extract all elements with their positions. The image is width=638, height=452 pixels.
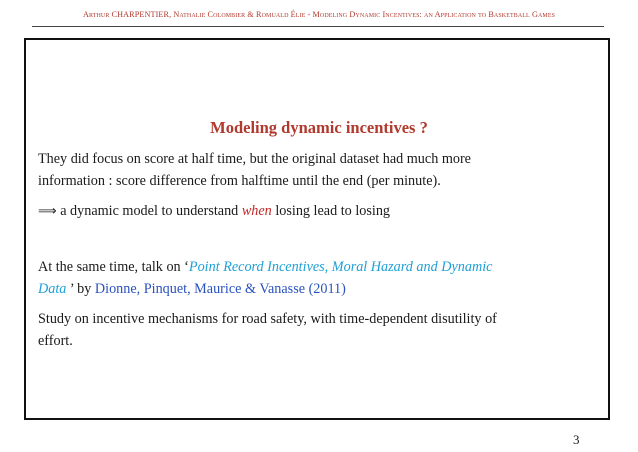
road-safety-line-1: Study on incentive mechanisms for road safety, with time-dependent disutility of [38,311,497,327]
paragraph-dynamic-model [38,200,598,223]
road-safety-line-2: effort. [38,333,73,349]
related-work-line-1 [38,256,598,278]
implies-arrow-icon: ⟹ [38,204,57,219]
paper-title-link-continued[interactable]: Data [38,281,67,297]
related-work-middle: ’ by [66,281,95,297]
paragraph-focus-line-2: information : score difference from halftime until the end (per minute). [38,173,441,189]
page-number: 3 [573,432,580,447]
emphasis-when: when [241,203,272,219]
dynamic-model-text-before: a dynamic model to understand [56,203,242,219]
header-rule [32,26,604,27]
related-work-prefix: At the same time, talk on ‘ [38,259,189,275]
slide-title: Modeling dynamic incentives ? [210,118,428,137]
dynamic-model-text-after: losing lead to losing [271,203,391,219]
slide-frame [24,38,610,420]
paragraph-related-work [38,256,598,300]
authors-citation-link[interactable]: Dionne, Pinquet, Maurice & Vanasse (2011) [94,281,346,297]
paragraph-focus-line-1: They did focus on score at half time, but the original dataset had much more [38,151,471,167]
related-work-line-2 [38,278,598,300]
paragraph-road-safety [38,308,598,352]
running-header: Arthur CHARPENTIER, Nathalie Colombier & Romuald Élie - Modeling Dynamic Incentives: an Application to Basketball Games [82,10,556,19]
paragraph-focus [38,148,598,192]
paper-title-link[interactable]: Point Record Incentives, Moral Hazard and Dynamic [188,259,493,275]
